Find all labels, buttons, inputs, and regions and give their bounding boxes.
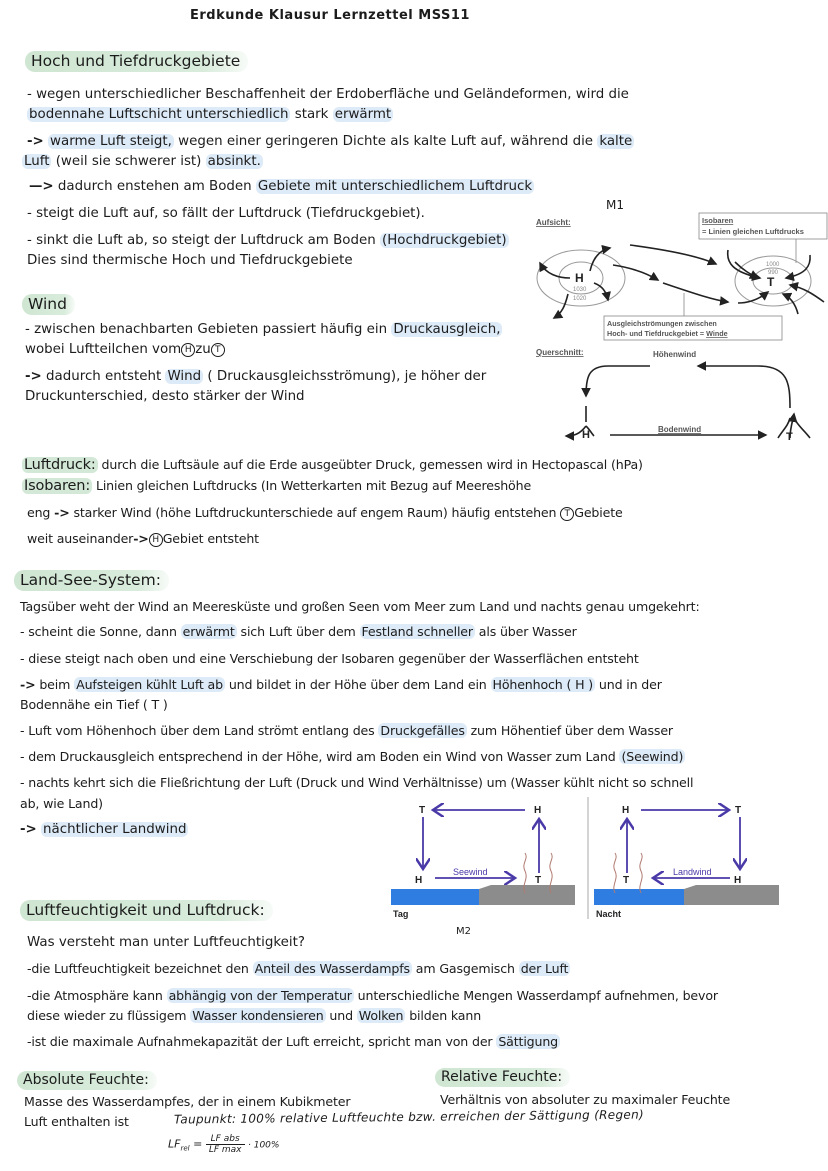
heat-waves — [614, 853, 642, 893]
text-line: - steigt die Luft auf, so fällt der Luftdruck (Tiefdruckgebiet). — [27, 206, 425, 221]
isobar-label: 1000 — [766, 262, 780, 268]
water-surface — [594, 889, 684, 905]
text-line — [27, 1007, 481, 1024]
text-span: - Luft vom Höhenhoch über dem Land strömt entlang des — [20, 723, 379, 738]
highlight: Wasser kondensieren — [192, 1008, 324, 1023]
figure-label-m1: M1 — [606, 198, 624, 212]
section-heading-hoch-tief: Hoch und Tiefdruckgebiete — [25, 51, 248, 72]
circled-t-symbol: T — [211, 343, 225, 357]
text-span: - zwischen benachbarten Gebieten passiert häufig ein — [25, 322, 392, 337]
text-line — [27, 232, 509, 249]
text-span: Gebiet entsteht — [162, 531, 259, 546]
formula-lhs: LF — [168, 1137, 181, 1151]
bodenwind-label: Bodenwind — [658, 425, 702, 434]
highlight: Höhenhoch ( H ) — [492, 677, 594, 692]
text-line: Verhältnis von absoluter zu maximaler Feuchte — [440, 1092, 731, 1107]
highlight: (Hochdruckgebiet) — [381, 233, 507, 248]
highlight: Sättigung — [498, 1034, 559, 1049]
text-span: Linien gleichen Luftdrucks (In Wetterkarten mit Bezug auf Meereshöhe — [92, 478, 532, 493]
text-span: und bildet in der Höhe über dem Land ein — [224, 677, 491, 692]
text-line — [27, 504, 623, 521]
arrow: —> — [29, 179, 54, 194]
upper-high-label: H — [534, 805, 542, 816]
highlight: Luft — [24, 154, 50, 169]
text-span: zum Höhentief über dem Wasser — [466, 723, 673, 738]
text-line — [22, 477, 531, 495]
text-line: - diese steigt nach oben und eine Verschiebung der Isobaren gegenüber der Wasserflächen entsteht — [20, 651, 639, 666]
text-span: bilden kann — [405, 1008, 482, 1023]
m1-diagram — [528, 208, 828, 448]
isobaren-title: Isobaren — [702, 216, 734, 225]
hoehenwind-label: Höhenwind — [653, 350, 697, 359]
text-line: Druckunterschied, desto stärker der Wind — [25, 389, 305, 404]
text-span: dadurch entsteht — [41, 369, 166, 384]
formula-lhs-sub: rel — [180, 1144, 190, 1153]
ausgleich-text-2: Hoch- und Tiefdruckgebiet = — [607, 329, 707, 338]
arrow: -> — [54, 505, 70, 520]
surface-high-label: H — [734, 875, 742, 886]
highlight: bodennahe Luftschicht unterschiedlich — [29, 107, 289, 122]
low-symbol-cross: T — [786, 431, 793, 443]
page-title: Erdkunde Klausur Lernzettel MSS11 — [190, 8, 470, 23]
m2-diagram — [385, 795, 825, 940]
upper-low-label: T — [735, 805, 742, 816]
text-line — [27, 1033, 560, 1050]
high-symbol: H — [575, 271, 584, 285]
isobaren-text: = Linien gleichen Luftdrucks — [702, 227, 804, 236]
surface-low-label: T — [535, 875, 542, 886]
text-span: beim — [35, 677, 75, 692]
text-line: - nachts kehrt sich die Fließrichtung der Luft (Druck und Wind Verhältnisse) um (Wasser kühlt nicht so schnell — [20, 775, 694, 790]
highlight: absinkt. — [207, 154, 261, 169]
ausgleich-text: Ausgleichströmungen zwischen — [607, 319, 717, 328]
seewind-label: Seewind — [453, 867, 488, 877]
ausgleich-text — [607, 329, 728, 338]
text-span: Gebiete — [574, 505, 623, 520]
text-span: dadurch enstehen am Boden — [53, 179, 256, 194]
text-line: - wegen unterschiedlicher Beschaffenheit der Erdoberfläche und Geländeformen, wird die — [27, 87, 629, 102]
text-line — [25, 341, 225, 358]
text-span: wegen einer geringeren Dichte als kalte Luft auf, während die — [173, 134, 598, 149]
tag-label: Tag — [393, 909, 409, 919]
high-symbol-cross: H — [582, 429, 590, 441]
surface-high-label: H — [415, 875, 423, 886]
nacht-label: Nacht — [596, 909, 622, 919]
winde-label: Winde — [706, 329, 728, 338]
text-line — [27, 133, 634, 150]
text-span: zu — [195, 342, 211, 357]
text-span: und — [325, 1008, 357, 1023]
section-heading-wind: Wind — [22, 294, 75, 315]
arrow: -> — [20, 677, 36, 692]
highlight: der Luft — [520, 961, 569, 976]
highlight: Druckausgleich, — [393, 322, 501, 337]
circled-h-symbol: H — [181, 343, 195, 357]
text-line — [25, 368, 486, 385]
text-line — [27, 960, 570, 977]
text-span: weit auseinander — [27, 531, 134, 546]
text-line — [20, 722, 673, 739]
section-heading-land-see: Land-See-System: — [14, 570, 169, 591]
taupunkt-note: Taupunkt: 100% relative Luftfeuchte bzw. erreichen der Sättigung (Regen) — [173, 1107, 645, 1127]
upper-low-label: T — [419, 805, 426, 816]
text-line: ab, wie Land) — [20, 796, 103, 811]
formula-relative-humidity — [168, 1134, 279, 1155]
tag-panel — [391, 805, 575, 919]
formula-denominator: LF max — [208, 1145, 242, 1155]
arrow: -> — [133, 531, 149, 546]
arrow: -> — [27, 134, 44, 149]
text-line — [20, 676, 662, 693]
formula-eq: = — [193, 1137, 203, 1151]
highlight: erwärmt — [334, 107, 392, 122]
highlight: warme Luft steigt, — [50, 134, 172, 149]
isobar-label: 1020 — [573, 296, 587, 302]
text-span: starker Wind (höhe Luftdruckunterschiede auf engem Raum) häufig entstehen — [69, 505, 561, 520]
isobar-label: 990 — [768, 270, 779, 276]
highlight: Wind — [167, 369, 202, 384]
text-span: - scheint die Sonne, dann — [20, 624, 181, 639]
aufsicht-label: Aufsicht: — [536, 218, 571, 227]
text-span: sich Luft über dem — [236, 624, 360, 639]
text-span: - sinkt die Luft ab, so steigt der Luftdruck am Boden — [27, 233, 380, 248]
text-line — [22, 456, 643, 474]
water-surface — [391, 889, 479, 905]
text-span: -ist die maximale Aufnahmekapazität der Luft erreicht, spricht man von der — [27, 1034, 497, 1049]
text-span: als über Wasser — [474, 624, 577, 639]
text-line — [20, 748, 685, 765]
highlight: Aufsteigen kühlt Luft ab — [76, 677, 223, 692]
heading-relative-feuchte: Relative Feuchte: — [435, 1068, 570, 1087]
highlight: erwärmt — [182, 624, 235, 639]
term-luftdruck: Luftdruck: — [24, 457, 96, 473]
highlight: kalte — [599, 134, 633, 149]
surface-low-label: T — [623, 875, 630, 886]
highlight: Gebiete mit unterschiedlichem Luftdruck — [257, 179, 533, 194]
term-isobaren: Isobaren: — [24, 478, 91, 494]
text-line — [25, 321, 502, 338]
highlight: Festland schneller — [361, 624, 473, 639]
formula-numerator: LF abs — [206, 1134, 245, 1145]
text-span: -die Atmosphäre kann — [27, 988, 167, 1003]
circled-h-symbol: H — [149, 533, 163, 547]
text-line — [20, 821, 188, 838]
highlight: Wolken — [358, 1008, 404, 1023]
arrow: -> — [20, 822, 37, 837]
heading-absolute-feuchte: Absolute Feuchte: — [17, 1071, 157, 1090]
low-symbol: T — [767, 275, 775, 289]
figure-label-m2: M2 — [456, 926, 471, 937]
text-span: ( Druckausgleichsströmung), je höher der — [203, 369, 487, 384]
circled-t-symbol: T — [560, 507, 574, 521]
upper-high-label: H — [622, 805, 630, 816]
nacht-panel — [594, 805, 779, 919]
text-span: -die Luftfeuchtigkeit bezeichnet den — [27, 961, 253, 976]
text-line: Masse des Wasserdampfes, der in einem Kubikmeter — [24, 1094, 351, 1109]
text-line — [27, 106, 393, 123]
text-span: durch die Luftsäule auf die Erde ausgeübter Druck, gemessen wird in Hectopascal (hPa) — [97, 457, 643, 472]
land-surface — [684, 885, 779, 905]
text-span: am Gasgemisch — [411, 961, 519, 976]
text-line: Luft enthalten ist — [24, 1114, 129, 1129]
text-span: wobei Luftteilchen vom — [25, 342, 182, 357]
formula-multiplier: · 100% — [248, 1140, 280, 1151]
highlight: abhängig von der Temperatur — [168, 988, 352, 1003]
formula-fraction — [206, 1134, 245, 1155]
land-surface — [479, 885, 575, 905]
text-line: Bodennähe ein Tief ( T ) — [20, 697, 168, 712]
section-heading-luftfeuchtigkeit: Luftfeuchtigkeit und Luftdruck: — [20, 900, 273, 921]
querschnitt-label: Querschnitt: — [536, 348, 584, 357]
highlight: Anteil des Wasserdampfs — [254, 961, 410, 976]
text-span: (weil sie schwerer ist) — [51, 154, 206, 169]
text-span: stark — [290, 107, 333, 122]
text-line — [29, 178, 534, 195]
text-line — [22, 153, 263, 170]
text-line — [27, 530, 259, 547]
text-span: und in der — [595, 677, 662, 692]
arrow: -> — [25, 369, 42, 384]
text-span: - dem Druckausgleich entsprechend in der Höhe, wird am Boden ein Wind von Wasser zum Land — [20, 749, 620, 764]
highlight: nächtlicher Landwind — [43, 822, 187, 837]
text-line — [20, 623, 577, 640]
highlight: (Seewind) — [621, 749, 684, 764]
text-line: Tagsüber weht der Wind an Meeresküste und großen Seen vom Meer zum Land und nachts genau umgekehrt: — [20, 599, 700, 614]
question-line: Was versteht man unter Luftfeuchtigkeit? — [27, 935, 305, 950]
landwind-label: Landwind — [673, 867, 712, 877]
text-line — [27, 987, 718, 1004]
text-span: unterschiedliche Mengen Wasserdampf aufnehmen, bevor — [353, 988, 718, 1003]
text-span: diese wieder zu flüssigem — [27, 1008, 191, 1023]
text-span: eng — [27, 505, 55, 520]
isobar-label: 1030 — [573, 287, 587, 293]
text-line: Dies sind thermische Hoch und Tiefdruckgebiete — [27, 253, 353, 268]
highlight: Druckgefälles — [380, 723, 465, 738]
